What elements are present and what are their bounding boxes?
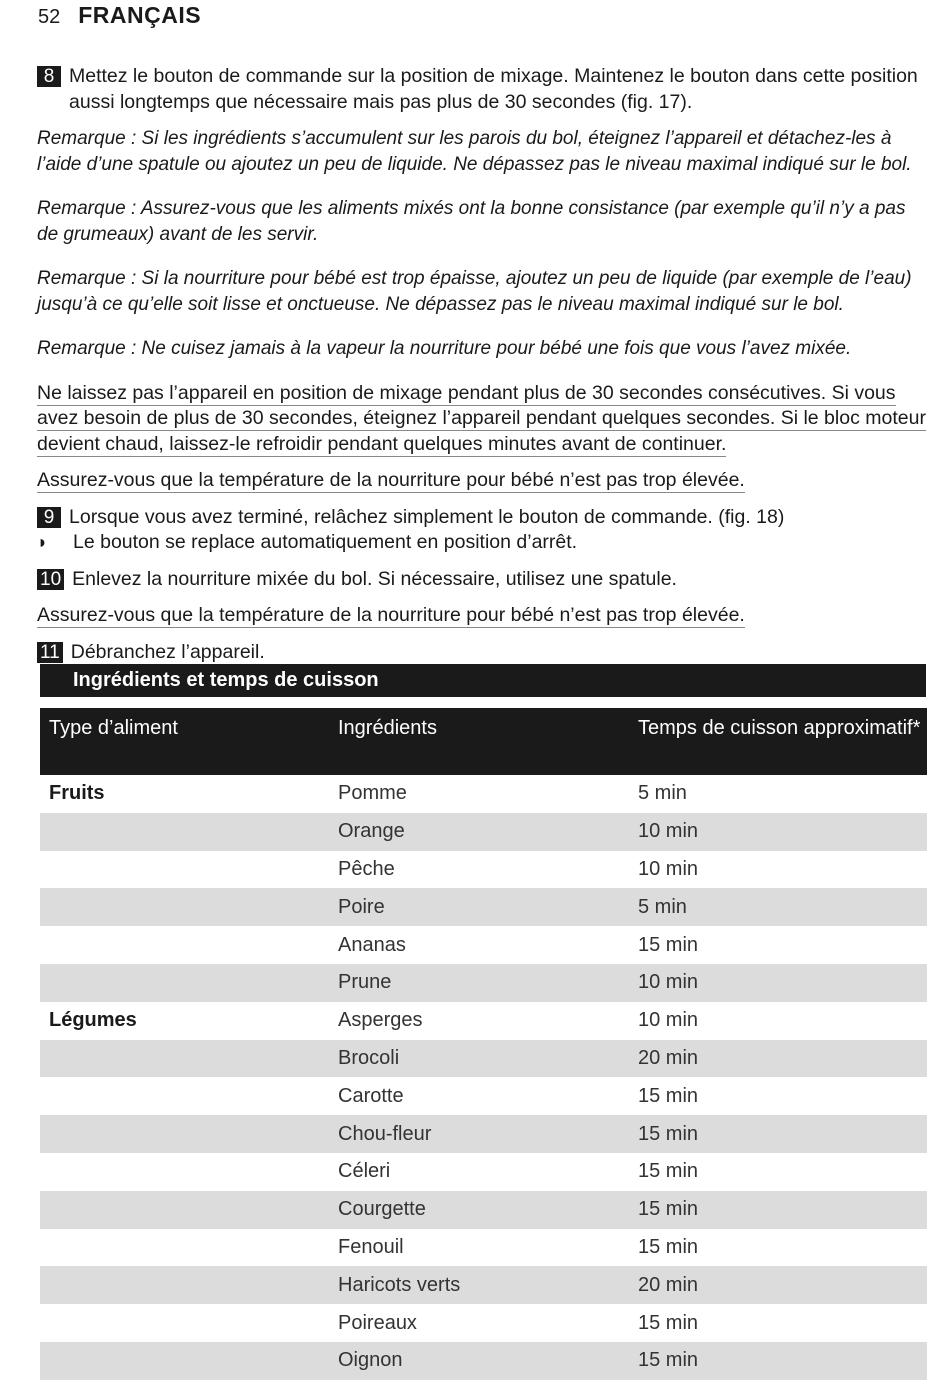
cooking-time-cell: 15 min bbox=[638, 1122, 699, 1145]
step-number: 10 bbox=[37, 569, 64, 590]
instructions bbox=[37, 64, 927, 665]
ingredient-cell: Céleri bbox=[338, 1160, 391, 1183]
cooking-time-cell: 15 min bbox=[638, 1084, 699, 1107]
ingredient-cell: Chou-fleur bbox=[338, 1122, 432, 1145]
table-body bbox=[40, 775, 927, 1380]
cooking-time-cell: 10 min bbox=[638, 1009, 699, 1032]
warning-text bbox=[37, 468, 927, 494]
cooking-time-cell: 10 min bbox=[638, 971, 699, 994]
table-row bbox=[40, 1153, 927, 1191]
ingredient-cell: Brocoli bbox=[338, 1046, 400, 1069]
bullet-text: Le bouton se replace automatiquement en position d’arrêt. bbox=[73, 531, 578, 553]
page-header bbox=[38, 2, 201, 32]
cooking-time-cell: 15 min bbox=[638, 933, 699, 956]
cooking-time-cell: 5 min bbox=[638, 782, 687, 805]
table-row bbox=[40, 775, 927, 813]
cooking-time-cell: 20 min bbox=[638, 1273, 699, 1296]
ingredient-cell: Pomme bbox=[338, 782, 407, 805]
table-row bbox=[40, 1191, 927, 1229]
ingredient-cell: Carotte bbox=[338, 1084, 404, 1107]
ingredient-cell: Poire bbox=[338, 895, 385, 918]
warning: Assurez-vous que la température de la nourriture pour bébé n’est pas trop élevée. bbox=[37, 604, 745, 626]
language-heading: FRANÇAIS bbox=[78, 2, 202, 28]
cooking-time-cell: 20 min bbox=[638, 1046, 699, 1069]
section-title: Ingrédients et temps de cuisson bbox=[40, 664, 926, 697]
step-10 bbox=[37, 567, 927, 593]
ingredient-cell: Asperges bbox=[338, 1009, 423, 1032]
ingredient-cell: Courgette bbox=[338, 1198, 426, 1221]
food-type-cell: Légumes bbox=[49, 1009, 137, 1032]
step-number: 11 bbox=[37, 642, 63, 663]
step-text: Mettez le bouton de commande sur la position de mixage. Maintenez le bouton dans cette position aussi longtemps que nécessaire mais pas plus de 30 secondes (fig. 17). bbox=[69, 65, 918, 113]
step-number: 8 bbox=[37, 66, 61, 87]
ingredient-cell: Orange bbox=[338, 820, 405, 843]
note: Remarque : Si la nourriture pour bébé est trop épaisse, ajoutez un peu de liquide (par exemple de l’eau) jusqu’à ce qu’elle soit lisse et onctueuse. Ne dépassez pas le niveau maximal indiqué sur le bol. bbox=[37, 268, 912, 315]
step-8 bbox=[37, 64, 927, 115]
ingredient-cell: Pêche bbox=[338, 857, 395, 880]
step-text: Enlevez la nourriture mixée du bol. Si nécessaire, utilisez une spatule. bbox=[72, 567, 677, 590]
page-number: 52 bbox=[38, 6, 61, 28]
column-header: Temps de cuisson approximatif* bbox=[638, 717, 921, 739]
warning-text bbox=[37, 381, 927, 458]
warning: Assurez-vous que la température de la nourriture pour bébé n’est pas trop élevée. bbox=[37, 469, 745, 491]
cooking-time-cell: 15 min bbox=[638, 1198, 699, 1221]
table-row bbox=[40, 1342, 927, 1380]
cooking-time-cell: 15 min bbox=[638, 1311, 699, 1334]
cooking-time-cell: 10 min bbox=[638, 820, 699, 843]
column-header: Type d’aliment bbox=[49, 717, 178, 739]
cooking-time-cell: 5 min bbox=[638, 895, 687, 918]
step-text: Lorsque vous avez terminé, relâchez simplement le bouton de commande. (fig. 18) bbox=[69, 505, 785, 528]
food-type-cell: Fruits bbox=[49, 782, 105, 805]
table-row bbox=[40, 1002, 927, 1040]
note: Remarque : Assurez-vous que les aliments mixés ont la bonne consistance (par exemple qu’il n’y a pas de grumeaux) avant de les servir. bbox=[37, 198, 906, 245]
warning: Ne laissez pas l’appareil en position de mixage pendant plus de 30 secondes consécutives. Si vous avez besoin de plus de 30 secondes, éteignez l’appareil pendant quelques secondes. Si le bloc moteur devient chaud, laissez-le refroidir pendant quelques minutes avant de continuer. bbox=[37, 381, 926, 455]
table-row bbox=[40, 851, 927, 889]
table-row bbox=[40, 1115, 927, 1153]
warning-text bbox=[37, 603, 927, 629]
column-header: Ingrédients bbox=[338, 717, 437, 739]
ingredient-cell: Poireaux bbox=[338, 1311, 417, 1334]
table-row bbox=[40, 926, 927, 964]
cooking-time-cell: 10 min bbox=[638, 857, 699, 880]
cooking-time-cell: 15 min bbox=[638, 1235, 699, 1258]
cooking-time-table bbox=[40, 708, 927, 1380]
table-row bbox=[40, 813, 927, 851]
step-11 bbox=[37, 640, 927, 666]
ingredient-cell: Haricots verts bbox=[338, 1273, 461, 1296]
table-row bbox=[40, 964, 927, 1002]
table-row bbox=[40, 1304, 927, 1342]
ingredient-cell: Oignon bbox=[338, 1349, 403, 1372]
step-number: 9 bbox=[37, 507, 61, 528]
cooking-time-cell: 15 min bbox=[638, 1160, 699, 1183]
note: Remarque : Si les ingrédients s’accumulent sur les parois du bol, éteignez l’appareil et détachez-les à l’aide d’une spatule ou ajoutez un peu de liquide. Ne dépassez pas le niveau maximal indiqué sur le bol. bbox=[37, 128, 912, 175]
step-9 bbox=[37, 505, 927, 531]
step-text: Débranchez l’appareil. bbox=[70, 640, 265, 663]
table-row bbox=[40, 1266, 927, 1304]
table-row bbox=[40, 1040, 927, 1078]
ingredient-cell: Ananas bbox=[338, 933, 406, 956]
ingredient-cell: Fenouil bbox=[338, 1235, 404, 1258]
bullet-icon: ◗ bbox=[37, 532, 48, 552]
result-bullet bbox=[37, 530, 927, 556]
ingredient-cell: Prune bbox=[338, 971, 392, 994]
table-row bbox=[40, 888, 927, 926]
note: Remarque : Ne cuisez jamais à la vapeur la nourriture pour bébé une fois que vous l’avez mixée. bbox=[37, 338, 852, 359]
table-row bbox=[40, 1077, 927, 1115]
table-header bbox=[40, 708, 927, 775]
table-row bbox=[40, 1229, 927, 1267]
cooking-time-cell: 15 min bbox=[638, 1349, 699, 1372]
